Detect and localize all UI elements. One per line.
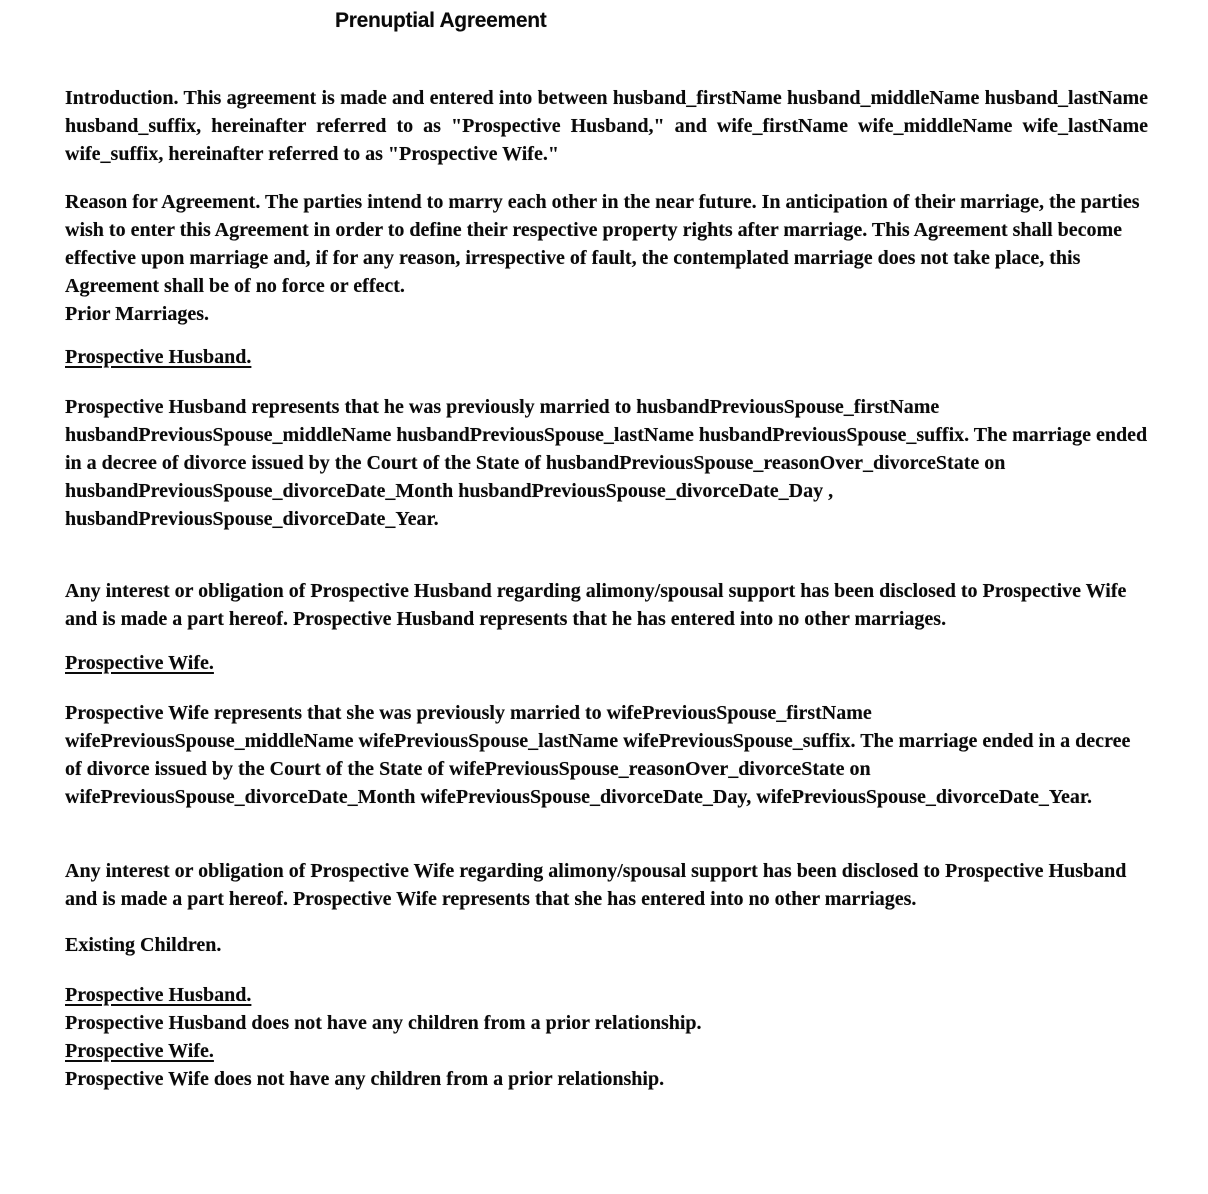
paragraph-husband-alimony-disclosure: Any interest or obligation of Prospective Husband regarding alimony/spousal support has been disclosed to Prospective Wife and is made a part hereof. Prospective Husband represents that he has entered into no other marriages. (65, 580, 1127, 630)
reason-text: The parties intend to marry each other in the near future. In anticipation of their marriage, the parties wish to enter this Agreement in order to define their respective property rights after marriage. This Agreement shall become effective upon marriage and, if for any reason, irrespective of fault, the contemplated marriage does not take place, this Agreement shall be of no force or effect. (65, 191, 1140, 297)
heading-children-prospective-husband: Prospective Husband. (65, 984, 252, 1006)
heading-prior-marriages: Prior Marriages. (65, 303, 210, 325)
heading-existing-children: Existing Children. (65, 934, 222, 956)
heading-prospective-husband: Prospective Husband. (65, 346, 252, 368)
paragraph-reason-for-agreement (65, 188, 1148, 300)
introduction-text: This agreement is made and entered into between husband_firstName husband_middleName husband_lastName husband_suffix, hereinafter referred to as "Prospective Husband," and wife_firstName wife_middleName wife_lastName wife_suffix, hereinafter referred to as "Prospective Wife." (65, 87, 1148, 165)
document-title: Prenuptial Agreement (335, 9, 547, 32)
paragraph-wife-no-children: Prospective Wife does not have any children from a prior relationship. (65, 1068, 665, 1090)
introduction-lead-in: Introduction. (65, 87, 179, 109)
paragraph-wife-alimony-disclosure: Any interest or obligation of Prospective Wife regarding alimony/spousal support has been disclosed to Prospective Husband and is made a part hereof. Prospective Wife represents that she has entered into no other marriages. (65, 860, 1127, 910)
paragraph-introduction (65, 84, 1148, 168)
heading-prospective-wife: Prospective Wife. (65, 652, 214, 674)
reason-lead-in: Reason for Agreement. (65, 191, 261, 213)
paragraph-husband-no-children: Prospective Husband does not have any children from a prior relationship. (65, 1012, 702, 1034)
heading-children-prospective-wife: Prospective Wife. (65, 1040, 214, 1062)
paragraph-wife-prior-marriage: Prospective Wife represents that she was previously married to wifePreviousSpouse_firstName wifePreviousSpouse_middleName wifePreviousSpouse_lastName wifePreviousSpouse_suffix. The marriage ended in a decree of divorce issued by the Court of the State of wifePreviousSpouse_reasonOver_divorceState on wifePreviousSpouse_divorceDate_Month wifePreviousSpouse_divorceDate_Day, wifePreviousSpouse_divorceDate_Year. (65, 702, 1131, 808)
paragraph-husband-prior-marriage: Prospective Husband represents that he was previously married to husbandPreviousSpouse_firstName husbandPreviousSpouse_middleName husbandPreviousSpouse_lastName husbandPreviousSpouse_suffix. The marriage ended in a decree of divorce issued by the Court of the State of husbandPreviousSpouse_reasonOver_divorceState on husbandPreviousSpouse_divorceDate_Month husbandPreviousSpouse_divorceDate_Day , husbandPreviousSpouse_divorceDate_Year. (65, 396, 1148, 530)
